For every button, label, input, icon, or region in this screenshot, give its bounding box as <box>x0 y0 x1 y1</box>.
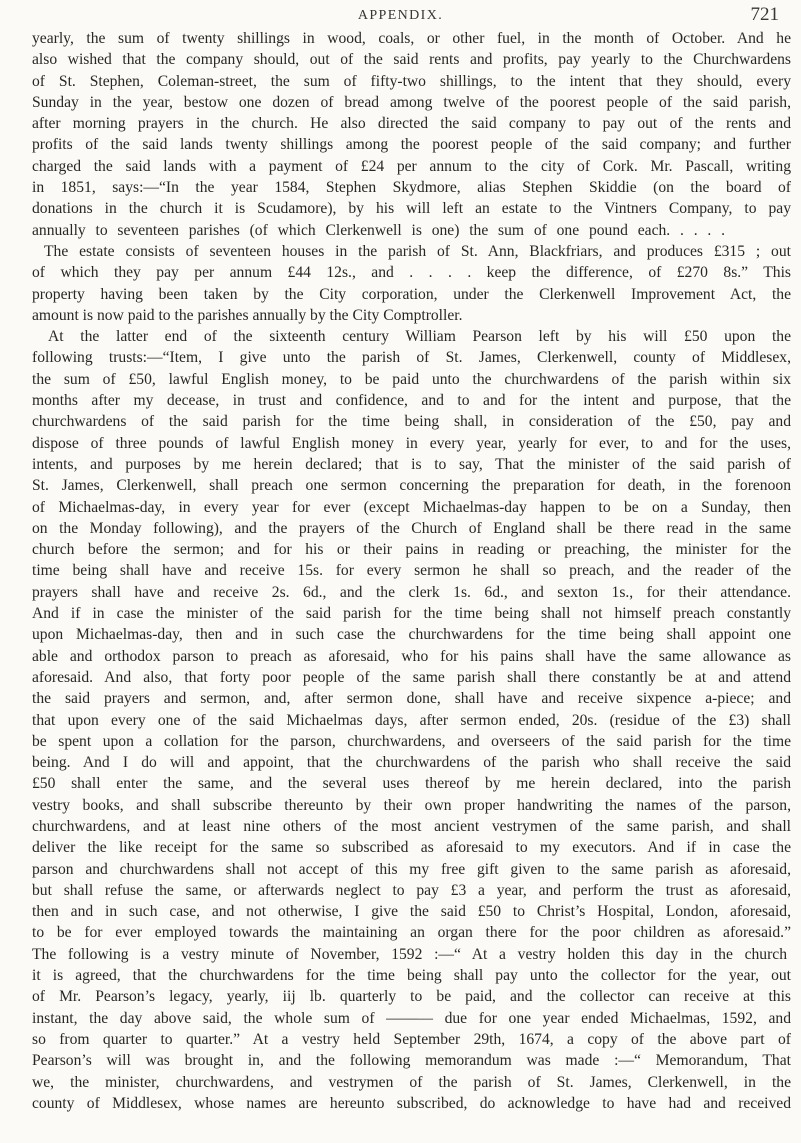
text-line: aforesaid. And also, that forty poor people of the same parish shall there constantly be at and attend <box>32 668 791 686</box>
text-line: vestry books, and shall subscribe thereunto by their own proper handwriting the names of the parson, <box>32 796 791 814</box>
text-line: of Michaelmas-day, in every year for ever (except Michaelmas-day happen to be on a Sunday, then <box>32 498 791 516</box>
text-line: months after my decease, in trust and confidence, and to and for the intent and purpose, that the <box>32 392 791 410</box>
text-line: St. James, Clerkenwell, shall preach one sermon concerning the preparation for death, in the forenoon <box>32 477 791 495</box>
text-line: dispose of three pounds of lawful English money in every year, yearly for ever, to and for the uses, <box>32 434 791 452</box>
text-line: profits of the said lands twenty shillings among the poorest people of the said company; and further <box>32 136 791 154</box>
text-line: Pearson’s will was brought in, and the following memorandum was made :—“ Memorandum, That <box>32 1052 791 1070</box>
text-line: following trusts:—“Item, I give unto the parish of St. James, Clerkenwell, county of Middlesex, <box>32 349 791 367</box>
text-line: being. And I do will and appoint, that the churchwardens of the parish who shall receive the said <box>32 754 791 772</box>
text-line: At the latter end of the sixteenth century William Pearson left by his will £50 upon the <box>48 328 791 346</box>
page-number: 721 <box>750 4 779 25</box>
text-line: that upon every one of the said Michaelmas days, after sermon ended, 20s. (residue of the £3) shall <box>32 711 791 729</box>
text-line: church before the sermon; and for his or their pains in reading or preaching, the minister for the <box>32 541 791 559</box>
text-line: be spent upon a collation for the parson, churchwardens, and overseers of the said parish for the time <box>32 732 791 750</box>
text-line: charged the said lands with a payment of £24 per annum to the city of Cork. Mr. Pascall, writing <box>32 157 791 175</box>
text-line: it is agreed, that the churchwardens for the time being shall pay unto the collector for the year, out <box>32 967 791 985</box>
text-line: property having been taken by the City corporation, under the Clerkenwell Improvement Act, the <box>32 285 791 303</box>
text-line: parson and churchwardens shall not accept of this my free gift given to the same parish as aforesaid, <box>32 860 791 878</box>
text-line: Sunday in the year, bestow one dozen of bread among twelve of the poorest people of the said parish, <box>32 93 791 111</box>
text-line: but shall refuse the same, or afterwards neglect to pay £3 a year, and perform the trust as aforesaid, <box>32 881 791 899</box>
text-line: The following is a vestry minute of November, 1592 :—“ At a vestry holden this day in the church <box>32 945 787 963</box>
text-line: annually to seventeen parishes (of which Clerkenwell is one) the sum of one pound each. . . . . <box>32 221 725 239</box>
text-line: also wished that the company should, out of the said rents and profits, pay yearly to the Churchwardens <box>32 51 791 69</box>
body-text <box>32 28 791 1114</box>
text-line: time being shall have and receive 15s. for every sermon he shall so preach, and the reader of the <box>32 562 791 580</box>
text-line: then and in such case, and not otherwise, I give the said £50 to Christ’s Hospital, London, aforesaid, <box>32 903 791 921</box>
text-line: the sum of £50, lawful English money, to be paid unto the churchwardens of the parish within six <box>32 370 791 388</box>
text-line: And if in case the minister of the said parish for the time being shall not himself preach constantly <box>32 605 791 623</box>
text-line: upon Michaelmas-day, then and in such case the churchwardens for the time being shall appoint one <box>32 626 791 644</box>
text-line: of St. Stephen, Coleman-street, the sum of fifty-two shillings, to the intent that they should, every <box>32 72 791 90</box>
text-line: yearly, the sum of twenty shillings in wood, coals, or other fuel, in the month of October. And he <box>32 30 791 47</box>
text-line: £50 shall enter the same, and the several uses thereof by me herein declared, into the parish <box>32 775 791 793</box>
text-line: churchwardens of the said parish for the time being shall, in consideration of the £50, pay and <box>32 413 791 431</box>
text-line: churchwardens, and at least nine others of the most ancient vestrymen of the same parish, and shall <box>32 817 791 835</box>
text-line: instant, the day above said, the whole sum of ——— due for one year ended Michaelmas, 1592, and <box>32 1009 791 1027</box>
text-line: The estate consists of seventeen houses in the parish of St. Ann, Blackfriars, and produces £315 ; out <box>44 242 791 260</box>
text-line: intents, and purposes by me herein declared; that is to say, That the minister of the said parish of <box>32 455 791 473</box>
text-line: prayers shall have and receive 2s. 6d., and the clerk 1s. 6d., and sexton 1s., for their attendance. <box>32 583 791 601</box>
text-line: the said prayers and sermon, and, after sermon done, shall have and receive sixpence a-piece; and <box>32 690 791 708</box>
text-line: donations in the church it is Scudamore), by his will left an estate to the Vintners Company, to pay <box>32 200 791 218</box>
text-line: after morning prayers in the church. He also directed the said company to pay out of the rents and <box>32 115 791 133</box>
text-line: able and orthodox parson to preach as aforesaid, who for his pains shall have the same allowance as <box>32 647 791 665</box>
text-line: of which they pay per annum £44 12s., and . . . . keep the difference, of £270 8s.” This <box>32 264 791 282</box>
text-line: on the Monday following), and the prayers of the Church of England shall be there read in the same <box>32 519 791 537</box>
text-line: amount is now paid to the parishes annually by the City Comptroller. <box>32 306 463 324</box>
text-line: to be for ever employed towards the maintaining an organ there for the poor children as aforesaid.” <box>32 924 791 942</box>
text-line: deliver the like receipt for the same so subscribed as aforesaid to my executors. And if in case the <box>32 839 791 857</box>
text-line: so from quarter to quarter.” At a vestry held September 29th, 1674, a copy of the above part of <box>32 1030 791 1048</box>
text-line: county of Middlesex, whose names are hereunto subscribed, do acknowledge to have had and received <box>32 1094 791 1112</box>
text-line: we, the minister, churchwardens, and vestrymen of the parish of St. James, Clerkenwell, in the <box>32 1073 791 1091</box>
running-head: APPENDIX. <box>357 8 444 23</box>
text-line: of Mr. Pearson’s legacy, yearly, iij lb. quarterly to be paid, and the collector can receive at this <box>32 988 791 1006</box>
text-line: in 1851, says:—“In the year 1584, Stephen Skydmore, alias Stephen Skiddie (on the board of <box>32 179 791 197</box>
